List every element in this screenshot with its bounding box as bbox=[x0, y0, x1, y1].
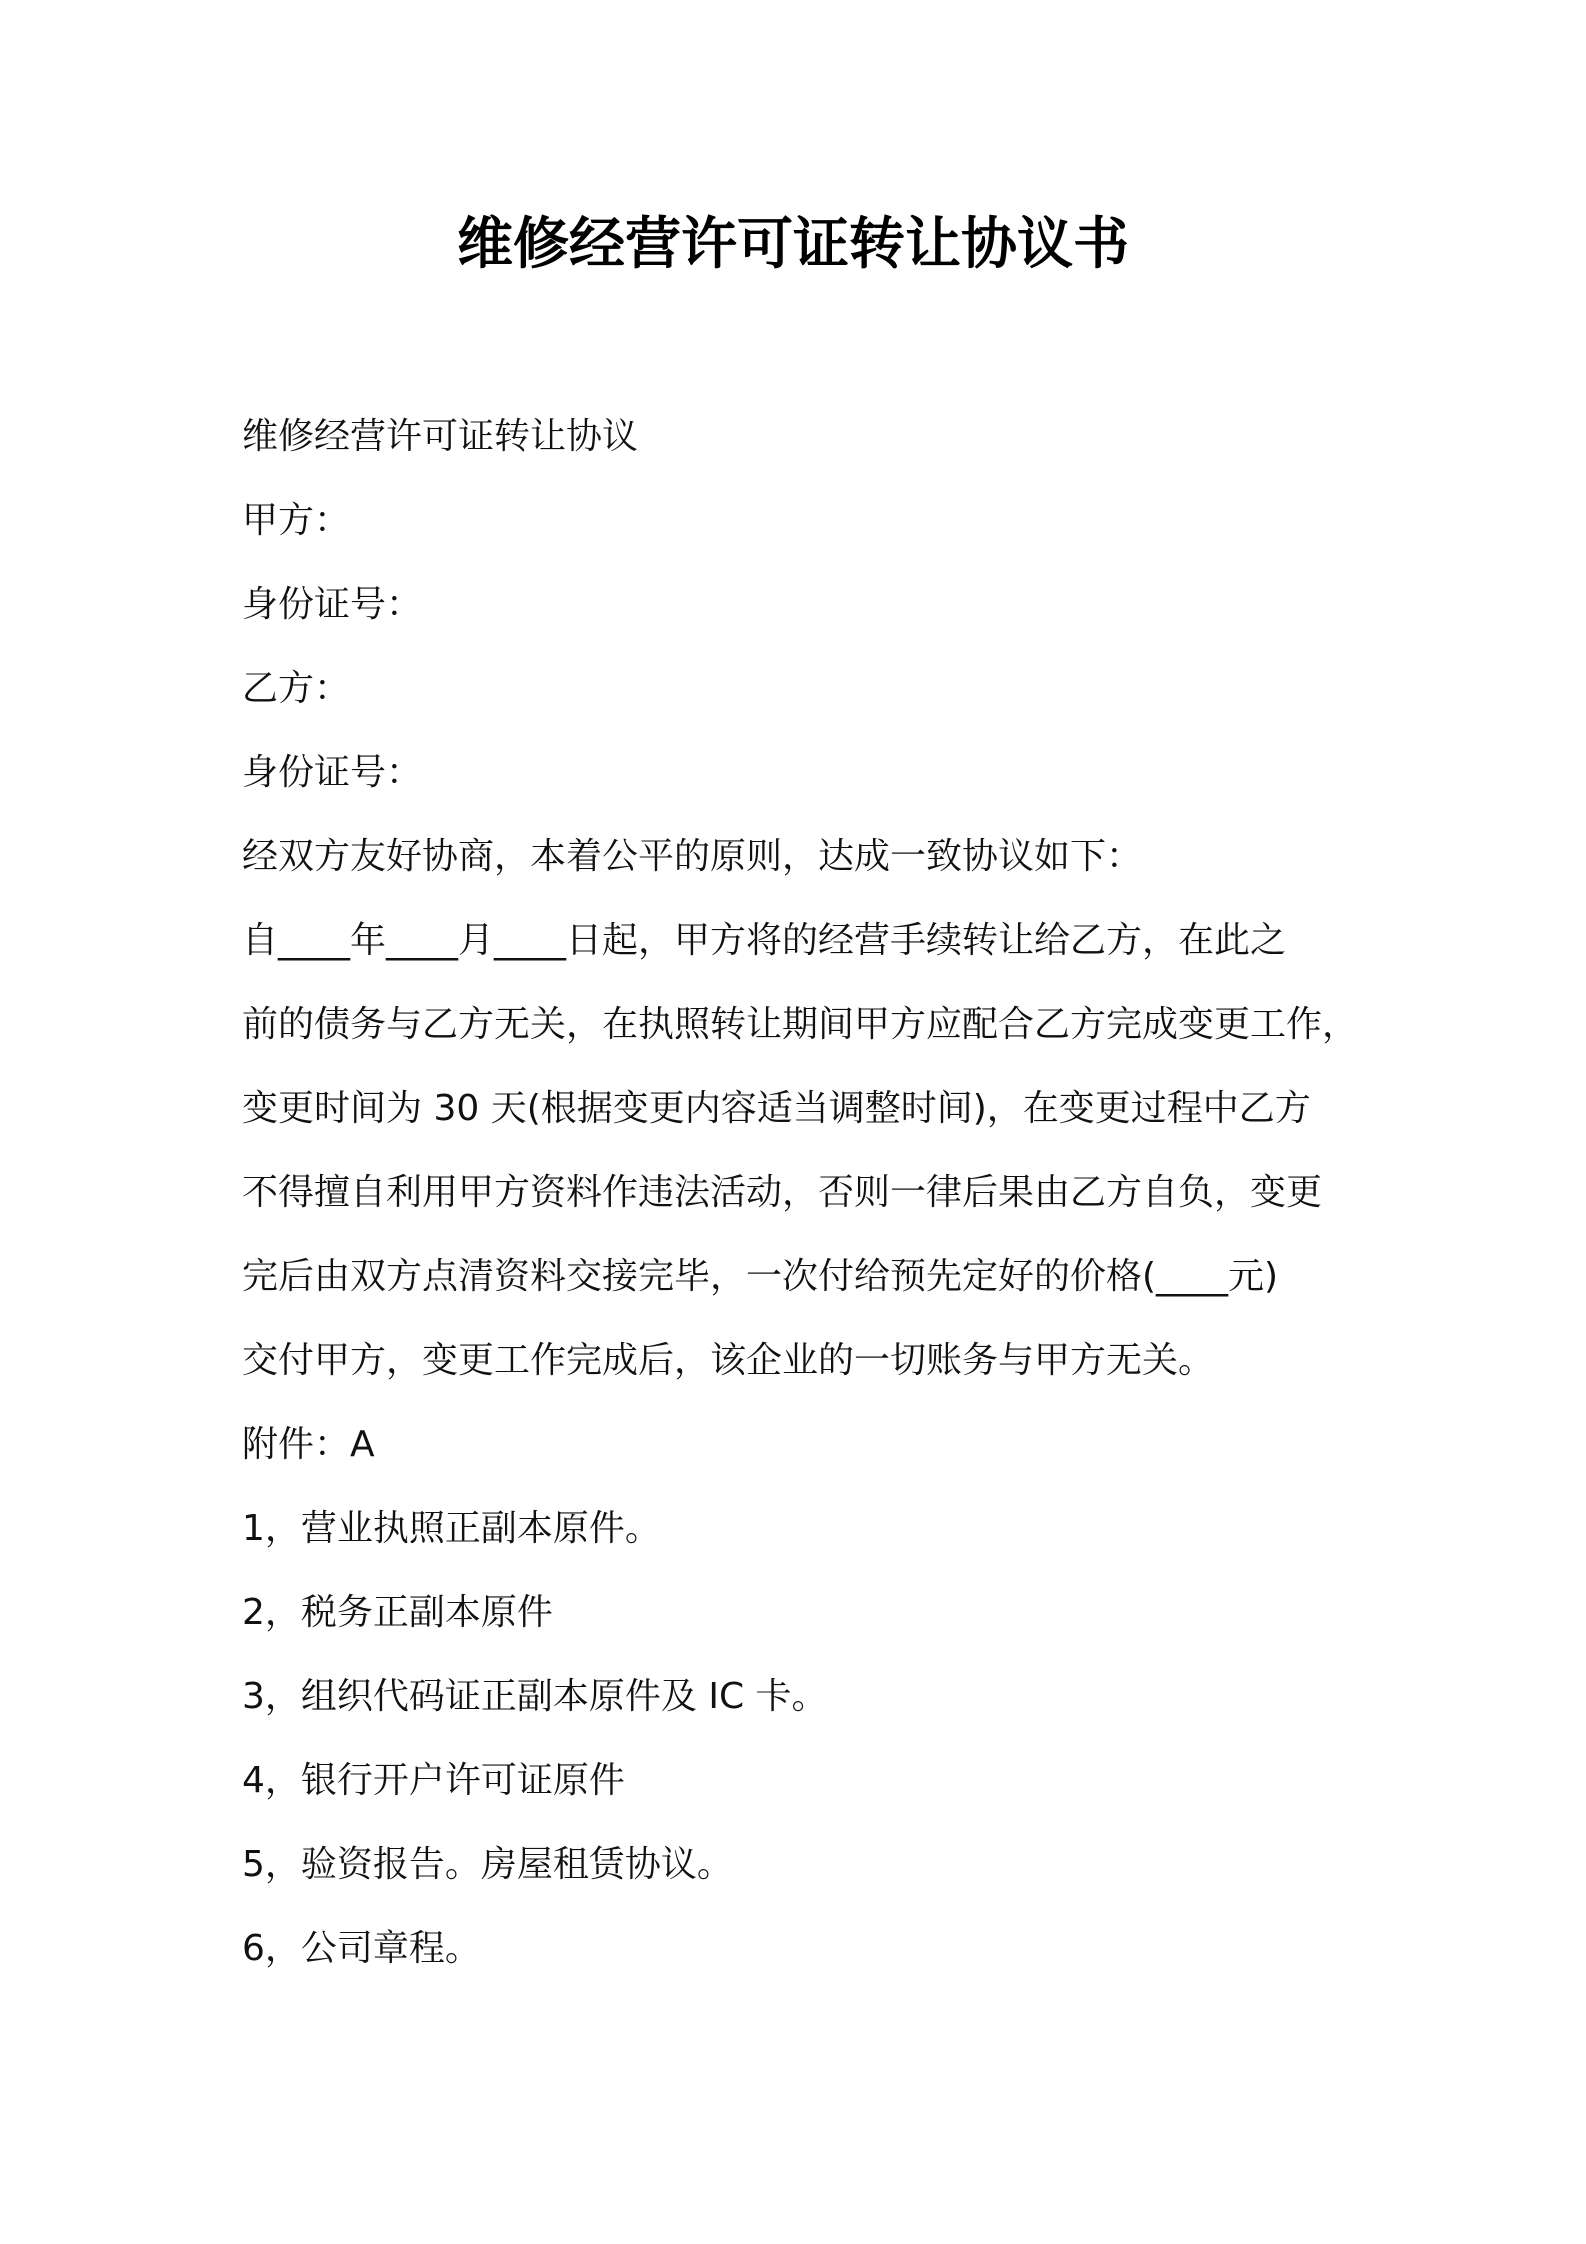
terms-line: 自____年____月____日起，甲方将的经营手续转让给乙方，在此之 bbox=[242, 920, 1287, 961]
agreement-subtitle: 维修经营许可证转让协议 bbox=[242, 416, 639, 457]
party-b-id-label: 身份证号： bbox=[242, 752, 423, 793]
attachment-item: 2，税务正副本原件 bbox=[242, 1592, 553, 1633]
party-b-label: 乙方： bbox=[242, 668, 351, 709]
attachments-label: 附件：A bbox=[242, 1424, 375, 1465]
terms-line: 前的债务与乙方无关，在执照转让期间甲方应配合乙方完成变更工作， bbox=[242, 1004, 1359, 1045]
terms-line: 交付甲方，变更工作完成后，该企业的一切账务与甲方无关。 bbox=[242, 1340, 1215, 1381]
intro-paragraph: 经双方友好协商，本着公平的原则，达成一致协议如下： bbox=[242, 836, 1143, 877]
document-body bbox=[242, 395, 1442, 1991]
attachment-item: 6，公司章程。 bbox=[242, 1928, 481, 1969]
attachment-item: 1，营业执照正副本原件。 bbox=[242, 1508, 661, 1549]
terms-line: 完后由双方点清资料交接完毕，一次付给预先定好的价格(____元) bbox=[242, 1256, 1279, 1297]
terms-line: 变更时间为 30 天(根据变更内容适当调整时间)，在变更过程中乙方 bbox=[242, 1088, 1311, 1129]
terms-line: 不得擅自利用甲方资料作违法活动，否则一律后果由乙方自负，变更 bbox=[242, 1172, 1323, 1213]
attachment-item: 3，组织代码证正副本原件及 IC 卡。 bbox=[242, 1676, 828, 1717]
party-a-label: 甲方： bbox=[242, 500, 351, 541]
attachment-item: 4，银行开户许可证原件 bbox=[242, 1760, 625, 1801]
party-a-id-label: 身份证号： bbox=[242, 584, 423, 625]
document-title: 维修经营许可证转让协议书 bbox=[457, 212, 1129, 277]
attachments-list bbox=[242, 1487, 1442, 1991]
attachment-item: 5，验资报告。房屋租赁协议。 bbox=[242, 1844, 733, 1885]
terms-paragraph bbox=[242, 899, 1442, 1403]
